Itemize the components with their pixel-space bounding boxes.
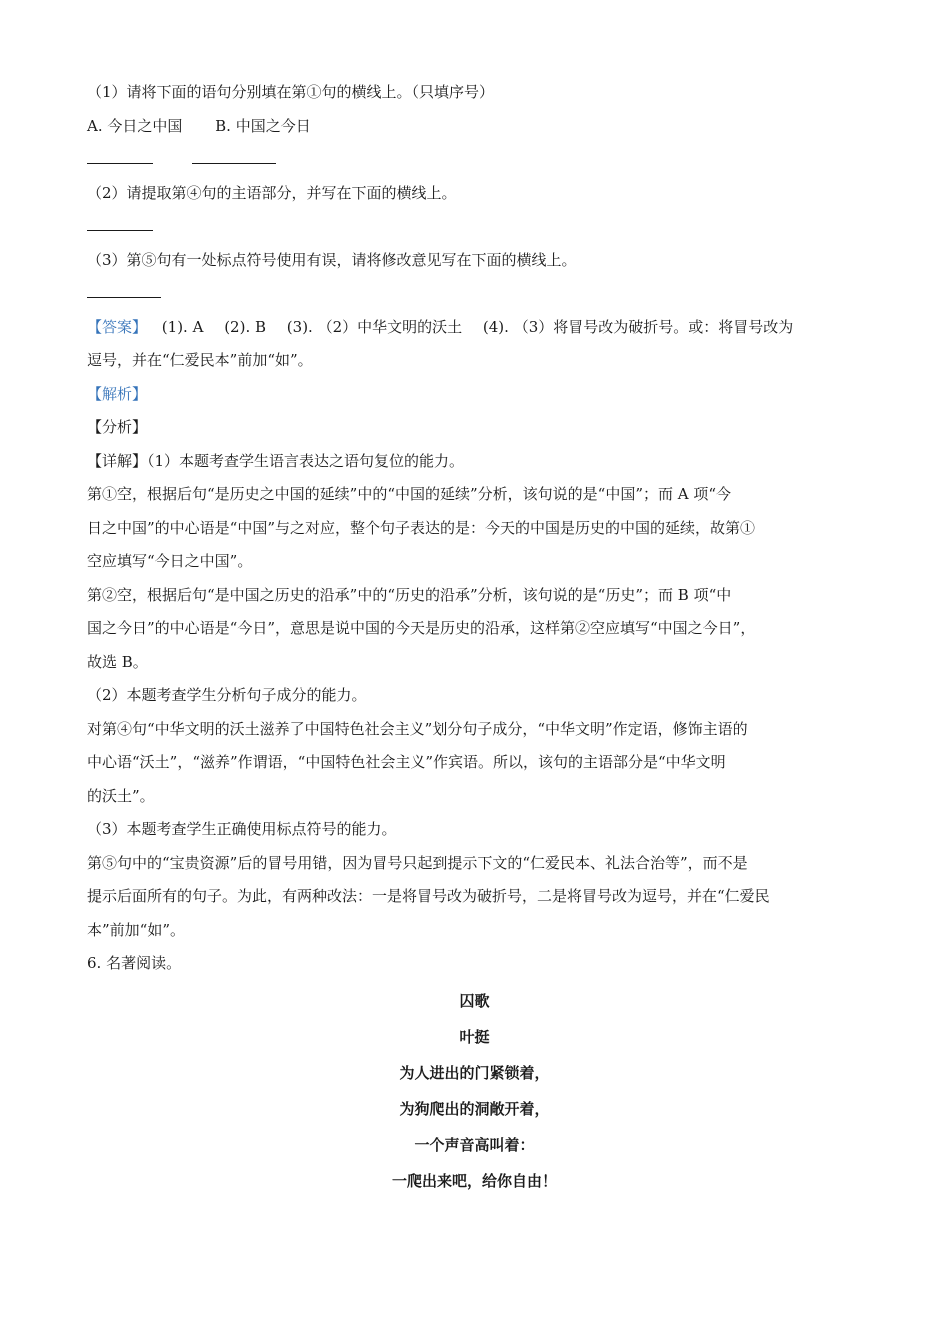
analysis-line: 对第④句“中华文明的沃土滋养了中国特色社会主义”划分句子成分，“中华文明”作定语，修饰主语的 xyxy=(87,719,748,738)
q6-heading: 6. 名著阅读。 xyxy=(87,954,182,972)
analysis-line: 提示后面所有的句子。为此，有两种改法：一是将冒号改为破折号，二是将冒号改为逗号，并在“仁爱民 xyxy=(87,887,770,905)
poem-author: 叶挺 xyxy=(459,1027,490,1046)
analysis-line: 故选 B。 xyxy=(87,652,148,671)
answer-item-2: (2). B xyxy=(224,317,267,336)
answer-item-1: (1). A xyxy=(161,317,204,336)
poem-line: 一个声音高叫着： xyxy=(414,1135,535,1154)
analysis-line: 的沃土”。 xyxy=(87,786,155,805)
xiangjie-line xyxy=(87,445,862,479)
poem-line: 为狗爬出的洞敞开着， xyxy=(399,1099,550,1118)
answer-continuation: 逗号，并在“仁爱民本”前加“如”。 xyxy=(87,351,313,369)
answer-line xyxy=(87,311,862,345)
document-page xyxy=(87,76,862,1199)
poem xyxy=(87,983,862,1199)
q3-answer-blanks xyxy=(87,277,862,311)
analysis-line: 空应填写“今日之中国”。 xyxy=(87,552,253,570)
q2-answer-blanks xyxy=(87,210,862,244)
analysis-line: （3）本题考查学生正确使用标点符号的能力。 xyxy=(87,820,397,838)
poem-line: 一爬出来吧，给你自由！ xyxy=(391,1171,557,1190)
q1-prompt: （1）请将下面的语句分别填在第①句的横线上。（只填序号） xyxy=(87,83,495,101)
q1-options xyxy=(87,110,862,144)
answer-label: 【答案】 xyxy=(87,317,148,336)
analysis-label: 【解析】 xyxy=(87,384,148,403)
q1-answer-blanks xyxy=(87,143,862,177)
q3-prompt: （3）第⑤句有一处标点符号使用有误，请将修改意见写在下面的横线上。 xyxy=(87,250,577,269)
fenxi-label: 【分析】 xyxy=(87,418,148,436)
analysis-line: 第②空，根据后句“是中国之历史的沿承”中的“历史的沿承”分析，该句说的是“历史”；而 B 项“中 xyxy=(87,585,732,604)
answer-blank-1 xyxy=(87,147,153,164)
poem-title: 囚歌 xyxy=(459,991,490,1010)
answer-blank-3 xyxy=(87,214,153,231)
analysis-line: 国之今日”的中心语是“今日”，意思是说中国的今天是历史的沿承，这样第②空应填写“中国之今日”， xyxy=(87,619,756,637)
option-a: A. 今日之中国 xyxy=(87,116,183,135)
analysis-line: 第①空，根据后句“是历史之中国的延续”中的“中国的延续”分析，该句说的是“中国”；而 A 项“今 xyxy=(87,485,732,503)
answer-item-3: (3). （2）中华文明的沃土 xyxy=(286,317,463,336)
xiangjie-label: 【详解】 xyxy=(87,451,148,470)
analysis-line: 本”前加“如”。 xyxy=(87,920,186,939)
answer-blank-4 xyxy=(87,281,161,298)
answer-blank-2 xyxy=(192,147,276,164)
analysis-line: 中心语“沃土”，“滋养”作谓语，“中国特色社会主义”作宾语。所以，该句的主语部分是“中华文明 xyxy=(87,753,726,771)
poem-line: 为人进出的门紧锁着， xyxy=(399,1063,550,1082)
analysis-line: （2）本题考查学生分析句子成分的能力。 xyxy=(87,686,367,704)
option-b: B. 中国之今日 xyxy=(215,116,311,135)
answer-item-4: (4). （3）将冒号改为破折号。或：将冒号改为 xyxy=(482,317,794,336)
analysis-line: 日之中国”的中心语是“中国”与之对应，整个句子表达的是：今天的中国是历史的中国的延续，故第① xyxy=(87,518,756,537)
xiangjie-text: （1）本题考查学生语言表达之语句复位的能力。 xyxy=(147,451,465,470)
analysis-line: 第⑤句中的“宝贵资源”后的冒号用错，因为冒号只起到提示下文的“仁爱民本、礼法合治等”，而不是 xyxy=(87,853,748,872)
q2-prompt: （2）请提取第④句的主语部分，并写在下面的横线上。 xyxy=(87,183,457,202)
